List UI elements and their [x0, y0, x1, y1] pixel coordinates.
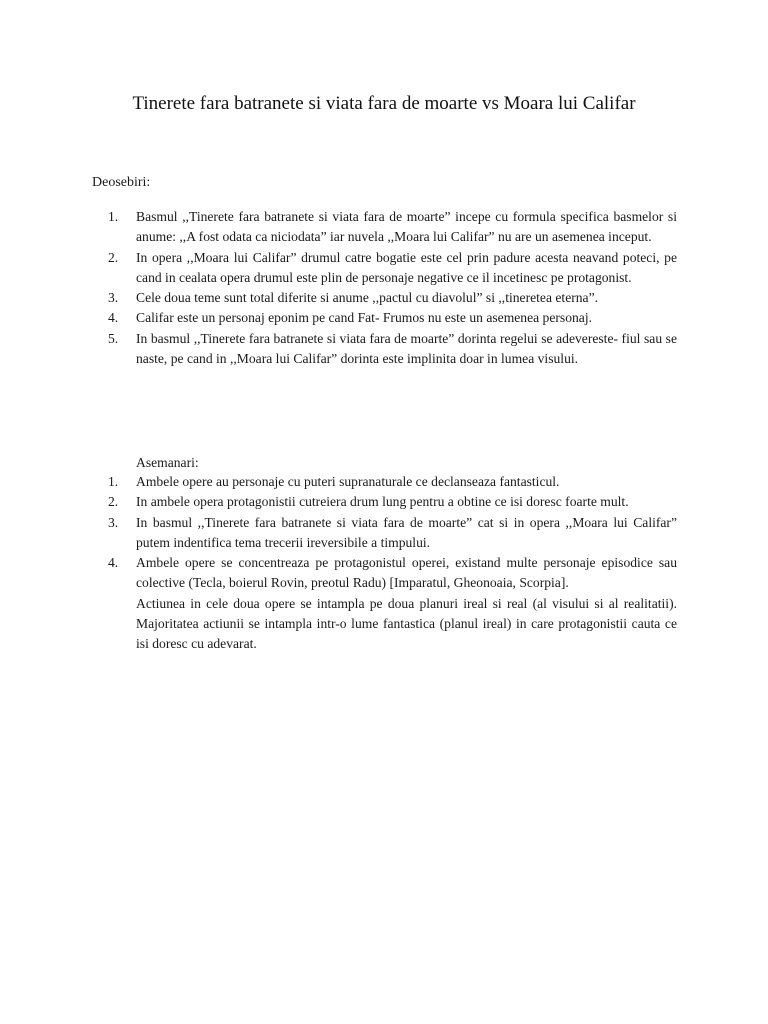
- list-item: [108, 207, 677, 248]
- list-item: [108, 329, 677, 370]
- list-item-number: 4.: [108, 310, 119, 326]
- list-item-text: Basmul ,,Tinerete fara batranete si viata fara de moarte” incepe cu formula specifica basmelor si anume: ,,A fost odata ca niciodata” iar nuvela ,,Moara lui Califar” nu are un asemenea inceput.: [136, 209, 677, 245]
- list-item: [108, 308, 677, 328]
- section-label-asemanari: Asemanari:: [136, 455, 199, 470]
- section-label-deosebiri: Deosebiri:: [92, 175, 151, 190]
- list-item-number: 3.: [108, 290, 119, 306]
- list-item-number: 1.: [108, 474, 119, 489]
- list-item: [108, 248, 677, 289]
- deosebiri-list: [108, 207, 677, 369]
- list-item-number: 1.: [108, 209, 119, 224]
- list-item: [108, 492, 677, 512]
- list-item-text: Ambele opere au personaje cu puteri supranaturale ce declanseaza fantasticul.: [136, 474, 560, 489]
- list-item-text: Cele doua teme sunt total diferite si anume ,,pactul cu diavolul” si ,,tineretea eterna”.: [136, 290, 599, 306]
- list-item-text: In basmul ,,Tinerete fara batranete si viata fara de moarte” dorinta regelui se adevereste- fiul sau se naste, pe cand in ,,Moara lui Califar” dorinta este implinita doar in lumea visului.: [136, 330, 677, 367]
- list-item-number: 4.: [108, 555, 119, 571]
- document-title: Tinerete fara batranete si viata fara de moarte vs Moara lui Califar: [132, 93, 636, 114]
- list-item-text: In ambele opera protagonistii cutreiera drum lung pentru a obtine ce isi doresc foarte mult.: [136, 494, 629, 510]
- list-item: [108, 472, 677, 492]
- list-item-continuation-paragraph: Actiunea in cele doua opere se intampla pe doua planuri ireal si real (al visului si al realitatii). Majoritatea actiunii se intampla intr-o lume fantastica (planul ireal) in care protagonistii cauta ce isi doresc cu adevarat.: [136, 595, 677, 652]
- list-item: [108, 553, 677, 654]
- list-item-text: Califar este un personaj eponim pe cand Fat- Frumos nu este un asemenea personaj.: [136, 310, 593, 326]
- list-item: [108, 513, 677, 554]
- list-item-number: 2.: [108, 494, 119, 510]
- asemanari-list: [108, 472, 677, 655]
- list-item: [108, 288, 677, 308]
- list-item-number: 3.: [108, 514, 119, 530]
- list-item-number: 2.: [108, 249, 119, 265]
- list-item-text: Ambele opere se concentreaza pe protagonistul operei, existand multe personaje episodice sau colective (Tecla, boierul Rovin, preotul Radu) [Imparatul, Gheonoaia, Scorpia].: [136, 555, 677, 591]
- list-item-text: In opera ,,Moara lui Califar” drumul catre bogatie este cel prin padure acesta neavand poteci, pe cand in cealata opera drumul este plin de personaje negative ce il incetinesc pe protagonist.: [136, 249, 677, 285]
- list-item-number: 5.: [108, 330, 119, 346]
- list-item-text: In basmul ,,Tinerete fara batranete si viata fara de moarte” cat si in opera ,,Moara lui Califar” putem indentifica tema trecerii ireversibile a timpului.: [136, 514, 677, 550]
